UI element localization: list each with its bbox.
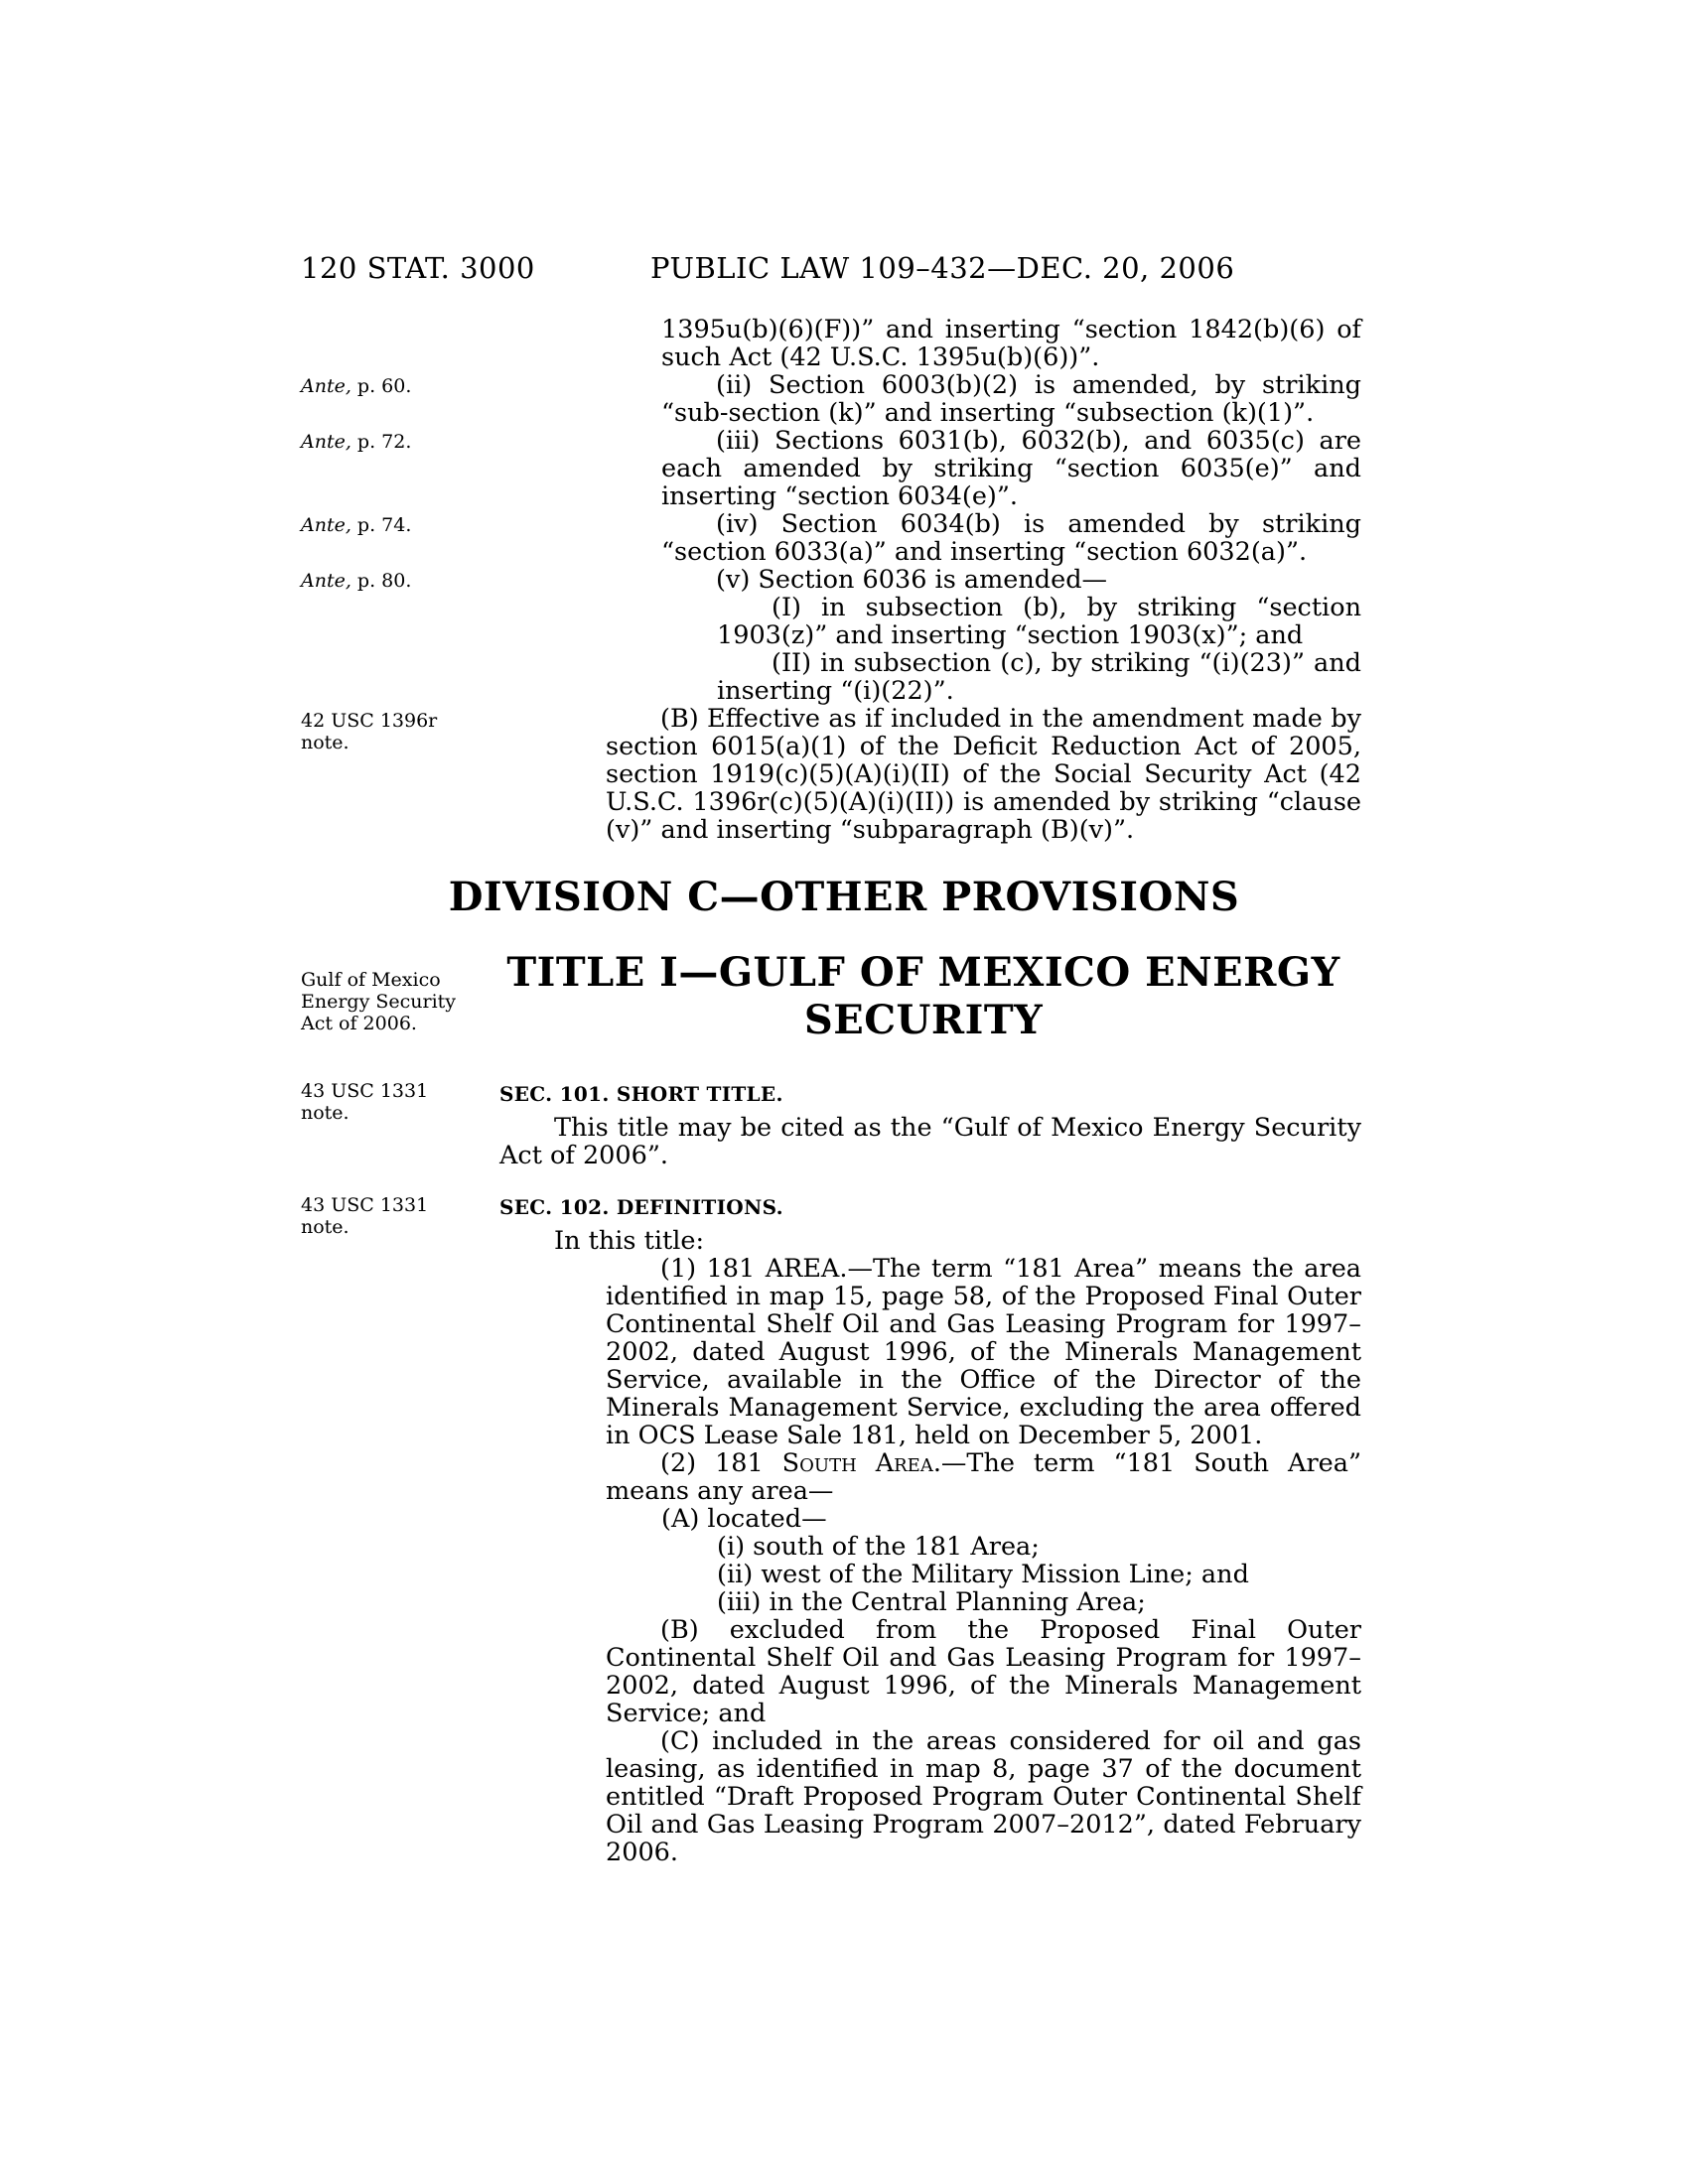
subclause-I-block (717, 594, 1361, 649)
subclause-II-block (717, 649, 1361, 705)
clause-ii: (ii) Section 6003(b)(2) is amended, by striking “sub-section (k)” and inserting “subsection (k)(1)”. (661, 370, 1361, 428)
item-B: (B) excluded from the Proposed Final Outer Continental Shelf Oil and Gas Leasing Program for 1997–2002, dated August 1996, of the Minerals Management Service; and (606, 1615, 1361, 1728)
definition-1-text: .—The term “181 Area” means the area identified in map 15, page 58, of the Proposed Final Outer Continental Shelf Oil and Gas Leasing Program for 1997–2002, dated August 1996, of the Minerals Management Service, available in the Office of the Director of the Minerals Management Service, excluding the area offered in OCS Lease Sale 181, held on December 5, 2001. (606, 1254, 1361, 1450)
margin-note-line: 43 USC 1331 (301, 1194, 429, 1216)
definition-2-term: 181 South Area (715, 1448, 933, 1478)
definition-2-text: .—The term “181 South Area” means any area— (606, 1448, 1361, 1506)
margin-note-line: note. (301, 1102, 350, 1124)
item-A-ii-block (717, 1561, 1361, 1588)
title-heading-line: TITLE I—GULF OF MEXICO ENERGY (506, 949, 1340, 996)
margin-note-text: p. 74. (351, 514, 412, 536)
item-A-i: (i) south of the 181 Area; (717, 1532, 1040, 1562)
item-A-iii-block (717, 1588, 1361, 1616)
margin-note-line: note. (301, 1216, 350, 1238)
clause-iv-block (661, 510, 1361, 566)
margin-note-line: note. (301, 732, 350, 753)
division-heading: DIVISION C—OTHER PROVISIONS (448, 874, 1240, 920)
page-header-title: PUBLIC LAW 109–432—DEC. 20, 2006 (650, 251, 1235, 285)
margin-note-ante-74 (301, 514, 411, 536)
subparagraph-B: (B) Effective as if included in the amendment made by section 6015(a)(1) of the Deficit Reduction Act of 2005, section 1919(c)(5)(A)(i)(II) of the Social Security Act (42 U.S.C. 1396r(c)(5)(A)(i)(II)) is amended by striking “clause (v)” and inserting “subparagraph (B)(v)”. (606, 704, 1361, 845)
definition-2-number: (2) (660, 1448, 716, 1478)
item-A-iii: (iii) in the Central Planning Area; (717, 1587, 1146, 1617)
margin-note-42usc1396r (301, 710, 437, 753)
definition-1-number: (1) (660, 1254, 707, 1284)
title-heading (496, 949, 1350, 1044)
item-A-ii: (ii) west of the Military Mission Line; and (717, 1560, 1249, 1589)
sec-101-body (499, 1114, 1361, 1169)
margin-note-text: p. 80. (351, 570, 412, 592)
margin-note-43usc1331-a (301, 1080, 428, 1124)
sec-101-text: This title may be cited as the “Gulf of Mexico Energy Security Act of 2006”. (499, 1113, 1361, 1170)
clause-iii-block (661, 427, 1361, 510)
item-A-block (661, 1505, 1361, 1533)
item-A-i-block (717, 1533, 1361, 1561)
item-C: (C) included in the areas considered for oil and gas leasing, as identified in map 8, page 37 of the document entitled “Draft Proposed Program Outer Continental Shelf Oil and Gas Leasing Program 2007–2012”, dated February 2006. (606, 1726, 1361, 1867)
clause-ii-block (661, 371, 1361, 427)
margin-note-line: 43 USC 1331 (301, 1080, 429, 1102)
sec-102-heading: SEC. 102. DEFINITIONS. (499, 1195, 783, 1219)
sec-102-intro: In this title: (554, 1226, 705, 1256)
item-B-block (606, 1616, 1361, 1727)
clause-iii: (iii) Sections 6031(b), 6032(b), and 6035(c) are each amended by striking “section 6035(e)” and inserting “section 6034(e)”. (661, 426, 1361, 511)
margin-note-italic: Ante, (301, 375, 352, 397)
item-A: (A) located— (661, 1504, 827, 1534)
margin-note-line: Energy Security (301, 991, 457, 1013)
margin-note-italic: Ante, (301, 570, 352, 592)
margin-note-line: Act of 2006. (301, 1013, 417, 1034)
margin-note-ante-60 (301, 375, 411, 397)
margin-note-gulf-act (301, 969, 456, 1034)
clause-iv: (iv) Section 6034(b) is amended by striking “section 6033(a)” and inserting “section 6032(a)”. (661, 509, 1361, 567)
clause-v-block (661, 566, 1361, 594)
margin-note-line: Gulf of Mexico (301, 969, 441, 991)
margin-note-ante-80 (301, 570, 411, 592)
sec-102-intro-block (554, 1227, 1361, 1255)
margin-note-text: p. 60. (351, 375, 412, 397)
definition-1-term: 181 AREA (706, 1254, 840, 1284)
margin-note-ante-72 (301, 431, 411, 453)
subparagraph-B-block (606, 705, 1361, 844)
subclause-I: (I) in subsection (b), by striking “section 1903(z)” and inserting “section 1903(x)”; and (717, 593, 1361, 650)
margin-note-italic: Ante, (301, 514, 352, 536)
continuation-paragraph-block (661, 316, 1361, 371)
margin-note-43usc1331-b (301, 1194, 428, 1238)
item-C-block (606, 1727, 1361, 1866)
margin-note-italic: Ante, (301, 431, 352, 453)
continuation-paragraph: 1395u(b)(6)(F))” and inserting “section 1842(b)(6) of such Act (42 U.S.C. 1395u(b)(6))”. (661, 315, 1361, 372)
definition-2 (606, 1449, 1361, 1505)
clause-v: (v) Section 6036 is amended— (716, 565, 1108, 595)
margin-note-text: p. 72. (351, 431, 412, 453)
title-heading-line: SECURITY (803, 997, 1044, 1043)
definition-2-block (606, 1449, 1361, 1505)
subclause-II: (II) in subsection (c), by striking “(i)(23)” and inserting “(i)(22)”. (717, 648, 1361, 706)
definition-1 (606, 1255, 1361, 1449)
definition-1-block (606, 1255, 1361, 1449)
margin-note-line: 42 USC 1396r (301, 710, 438, 732)
page-stat-number: 120 STAT. 3000 (301, 251, 535, 285)
sec-101-heading: SEC. 101. SHORT TITLE. (499, 1082, 783, 1106)
